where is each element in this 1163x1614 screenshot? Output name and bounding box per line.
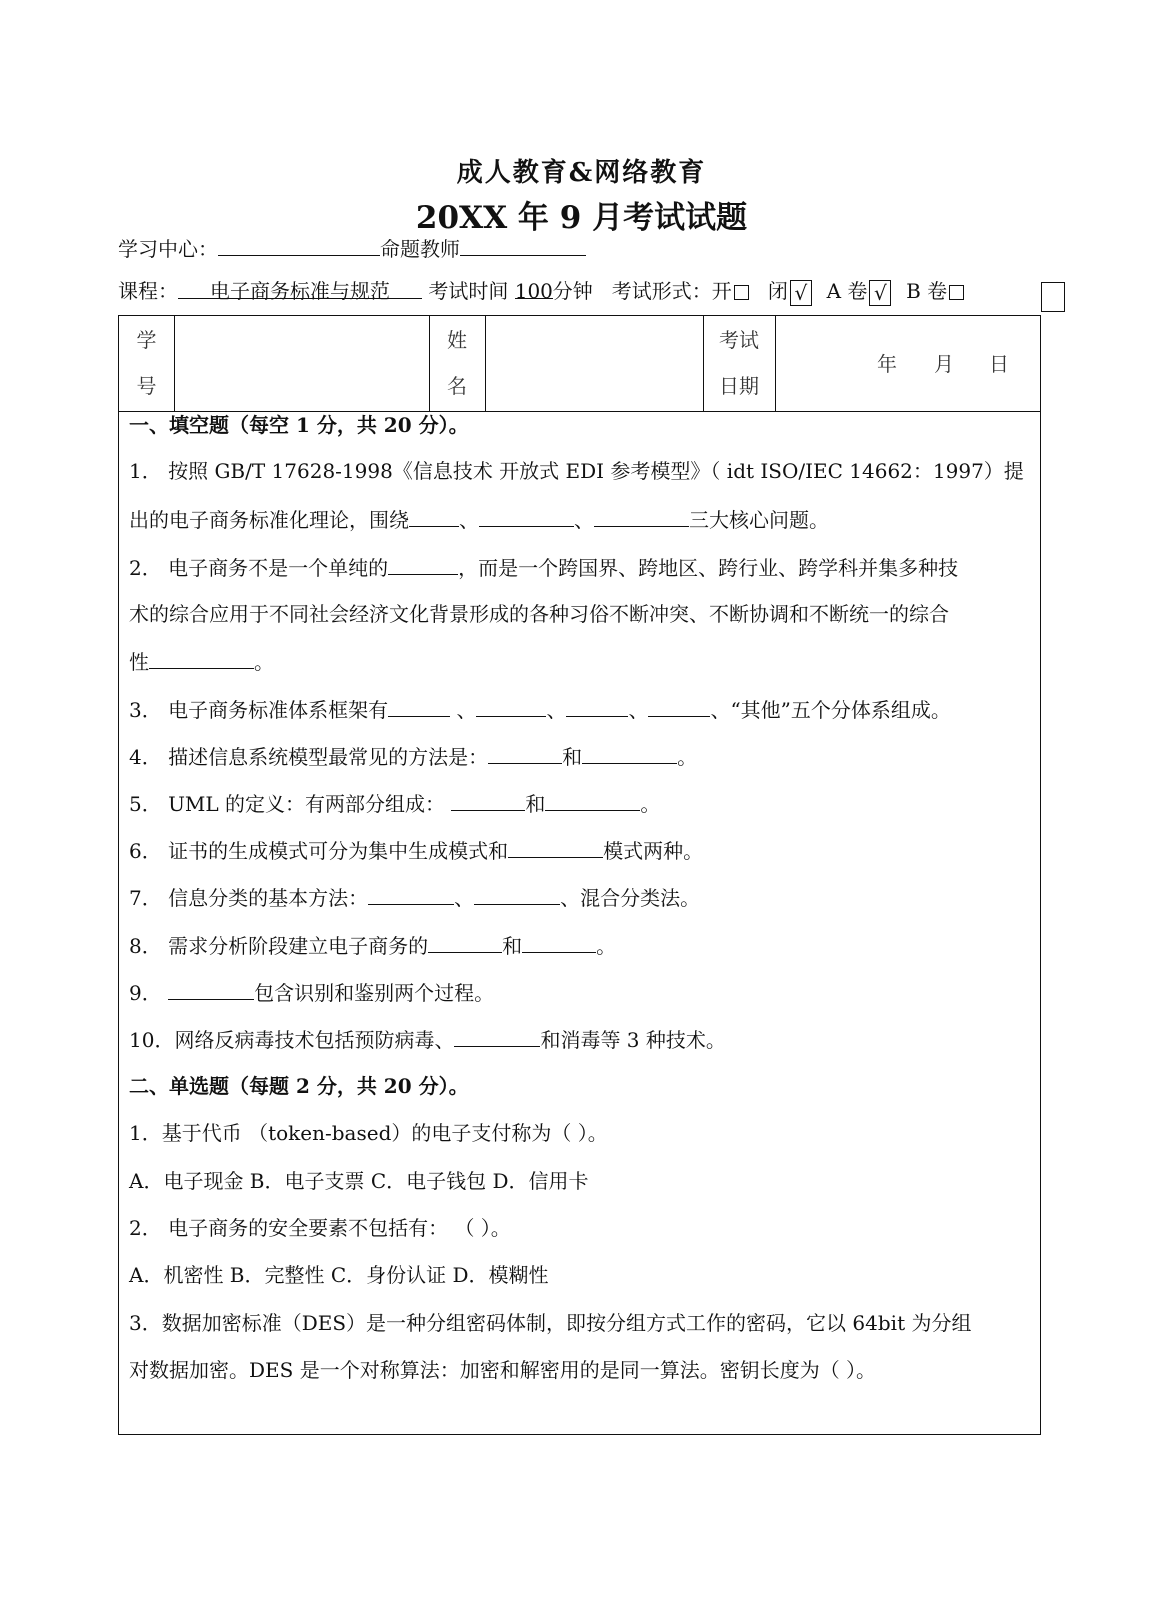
date-year-label: 年 (877, 352, 897, 376)
q1-blank-3[interactable] (594, 504, 689, 527)
q8-text: 8． 需求分析阶段建立电子商务的 (129, 934, 429, 958)
q9-text: 9． (129, 981, 169, 1005)
mc-q2-options: A．机密性 B．完整性 C．身份认证 D．模糊性 (129, 1263, 549, 1287)
closed-label: 闭 (767, 279, 788, 303)
closed-checkbox[interactable]: √ (790, 280, 812, 306)
exam-date-label-2: 日期 (719, 374, 759, 398)
q8-blank-2[interactable] (522, 930, 596, 953)
q3-line (129, 694, 951, 725)
q3-blank-4[interactable] (648, 694, 710, 717)
q6-blank-1[interactable] (508, 835, 603, 858)
q9-blank-1[interactable] (168, 977, 254, 1000)
q4-blank-1[interactable] (488, 741, 562, 764)
q1-line1: 1． 按照 GB/T 17628-1998《信息技术 开放式 EDI 参考模型》（ idt ISO/IEC 14662：1997）提 (129, 459, 1024, 483)
q5-text: 。 (640, 792, 661, 816)
section2-heading: 二、单选题（每题 2 分，共 20 分）。 (129, 1074, 469, 1098)
q2-blank-1[interactable] (388, 552, 458, 575)
mc-q2: 2． 电子商务的安全要素不包括有： （ ）。 (129, 1216, 511, 1240)
q7-line (129, 882, 700, 913)
q5-text: 5． UML 的定义：有两部分组成： (129, 792, 452, 816)
q4-blank-2[interactable] (582, 741, 677, 764)
q8-text: 和 (502, 934, 523, 958)
q7-blank-2[interactable] (474, 882, 560, 905)
time-value: 100 (515, 276, 553, 299)
mc-q1: 1．基于代币 （token-based）的电子支付称为（ ）。 (129, 1121, 608, 1145)
open-checkbox[interactable] (734, 285, 749, 300)
q4-line (129, 741, 697, 772)
exam-frame (118, 315, 1041, 1435)
teacher-field[interactable] (460, 233, 586, 256)
q3-text: 、“其他”五个分体系组成。 (710, 698, 951, 722)
mc-q3-line2: 对数据加密。DES 是一个对称算法：加密和解密用的是同一算法。密钥长度为（ ）。 (129, 1358, 877, 1382)
exam-title-line1: 成人教育&网络教育 (456, 158, 707, 188)
center-label: 学习中心： (118, 237, 218, 261)
q3-sep: 、 (450, 698, 477, 722)
q1-line2 (129, 504, 829, 535)
date-month-label: 月 (934, 352, 954, 376)
q3-sep: 、 (546, 698, 567, 722)
mc-q3-line1: 3．数据加密标准（DES）是一种分组密码体制，即按分组方式工作的密码，它以 64bit 为分组 (129, 1311, 972, 1335)
q1-text: 出的电子商务标准化理论，围绕 (129, 508, 409, 532)
teacher-label: 命题教师 (380, 237, 460, 261)
name-label-2: 名 (447, 374, 467, 398)
divider (775, 316, 776, 411)
q1-sep: 、 (574, 508, 594, 532)
q5-blank-2[interactable] (545, 788, 640, 811)
q9-line (129, 977, 494, 1008)
q1-blank-1[interactable] (409, 504, 459, 527)
q6-text: 6． 证书的生成模式可分为集中生成模式和 (129, 839, 509, 863)
q1-blank-2[interactable] (479, 504, 574, 527)
q6-text: 模式两种。 (603, 839, 704, 863)
a-paper-checkbox[interactable]: √ (869, 280, 891, 306)
q10-blank-1[interactable] (454, 1024, 540, 1047)
q5-text: 和 (525, 792, 546, 816)
student-no-label-2: 号 (136, 374, 157, 398)
q2-line1 (129, 552, 958, 583)
q8-blank-1[interactable] (428, 930, 502, 953)
q9-text: 包含识别和鉴别两个过程。 (254, 981, 495, 1005)
mc-q1-options: A．电子现金 B．电子支票 C．电子钱包 D．信用卡 (129, 1169, 589, 1193)
course-label: 课程： (118, 279, 178, 303)
center-field[interactable] (218, 233, 380, 256)
name-label-1: 姓 (447, 328, 467, 352)
section1-heading: 一、填空题（每空 1 分，共 20 分）。 (129, 413, 469, 437)
q3-blank-1[interactable] (388, 694, 450, 717)
q2-line2: 术的综合应用于不同社会经济文化背景形成的各种习俗不断冲突、不断协调和不断统一的综合 (129, 602, 949, 626)
id-table (119, 316, 1040, 412)
q10-text: 10．网络反病毒技术包括预防病毒、 (129, 1028, 455, 1052)
q3-blank-3[interactable] (566, 694, 628, 717)
date-day-label: 日 (989, 352, 1009, 376)
exam-date-label-1: 考试 (719, 328, 759, 352)
q3-blank-2[interactable] (476, 694, 546, 717)
time-label: 考试时间 (428, 279, 509, 303)
b-paper-label: B 卷 (906, 279, 948, 303)
q4-text: 4． 描述信息系统模型最常见的方法是： (129, 745, 489, 769)
student-no-label-1: 学 (136, 328, 157, 352)
form-label: 考试形式：开 (611, 279, 732, 303)
q7-text: 7． 信息分类的基本方法： (129, 886, 369, 910)
exam-title-line2: 20XX 年 9 月考试试题 (415, 200, 748, 236)
q3-sep: 、 (628, 698, 649, 722)
q6-line (129, 835, 703, 866)
a-paper-label: A 卷 (826, 279, 868, 303)
info-row-1 (118, 233, 586, 264)
q7-text: 、混合分类法。 (560, 886, 701, 910)
q2-text: 。 (254, 650, 274, 674)
extra-checkbox[interactable] (1041, 282, 1065, 312)
q4-text: 。 (677, 745, 698, 769)
q3-text: 3． 电子商务标准体系框架有 (129, 698, 389, 722)
time-unit: 分钟 (552, 279, 593, 303)
q2-blank-2[interactable] (149, 646, 254, 669)
q10-line (129, 1024, 726, 1055)
q5-line (129, 788, 660, 819)
q1-sep: 、 (459, 508, 479, 532)
student-no-field[interactable] (175, 316, 429, 411)
q2-text: ，而是一个跨国界、跨地区、跨行业、跨学科并集多种技 (458, 556, 959, 580)
q1-text: 三大核心问题。 (689, 508, 829, 532)
q8-line (129, 930, 616, 961)
q7-sep: 、 (454, 886, 475, 910)
q7-blank-1[interactable] (368, 882, 454, 905)
q8-text: 。 (596, 934, 617, 958)
course-value: 电子商务标准与规范 (178, 276, 422, 299)
q10-text: 和消毒等 3 种技术。 (540, 1028, 726, 1052)
info-row-2 (118, 276, 964, 306)
q5-blank-1[interactable] (451, 788, 525, 811)
b-paper-checkbox[interactable] (949, 285, 964, 300)
name-field[interactable] (486, 316, 703, 411)
q2-line3 (129, 646, 274, 677)
q2-text: 2． 电子商务不是一个单纯的 (129, 556, 389, 580)
q2-text: 性 (129, 650, 149, 674)
q4-text: 和 (562, 745, 583, 769)
